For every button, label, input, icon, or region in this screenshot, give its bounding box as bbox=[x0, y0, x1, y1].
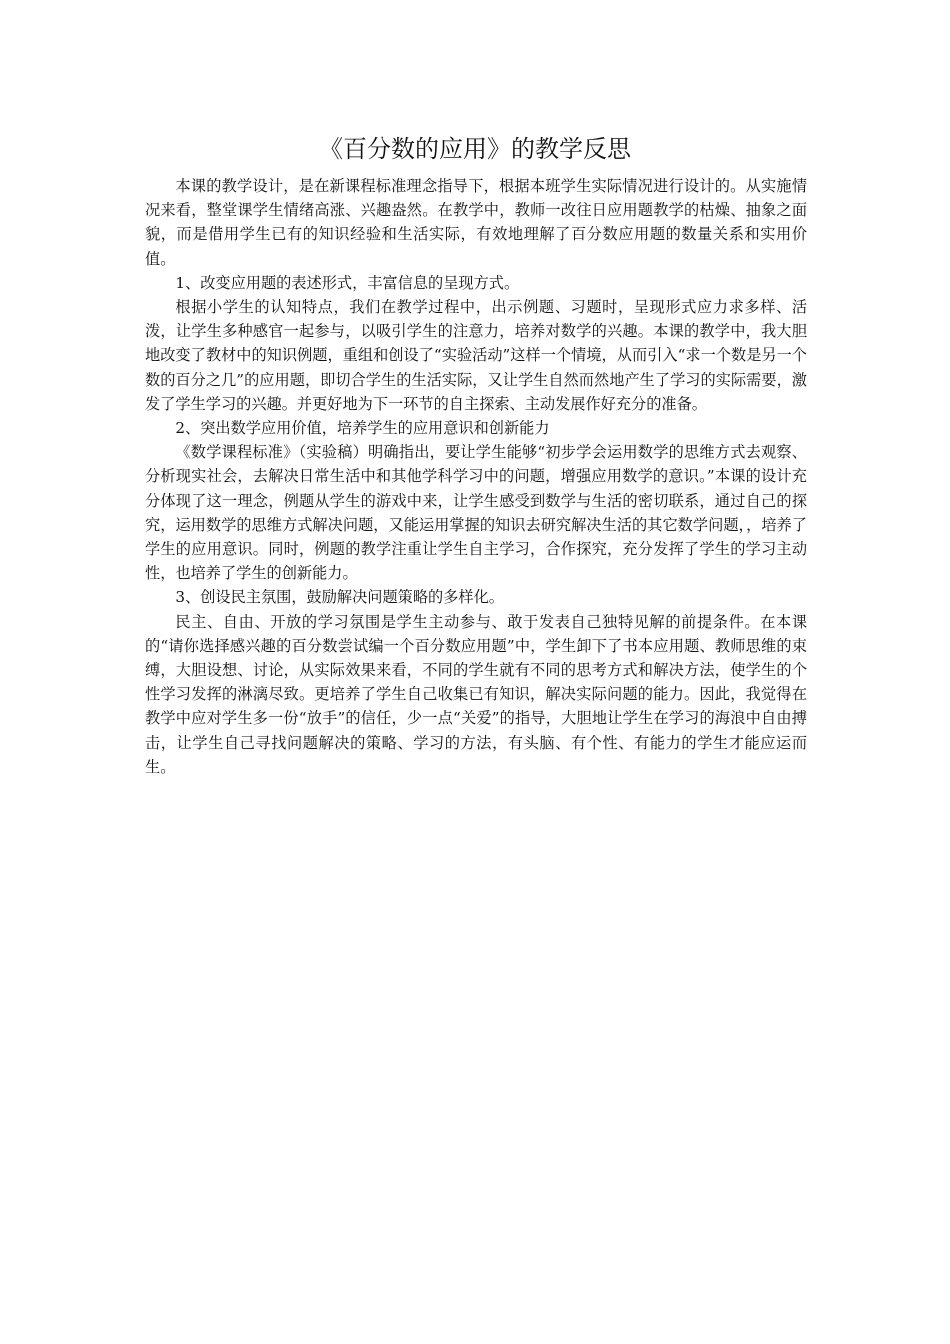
document-body bbox=[145, 174, 807, 779]
intro-paragraph: 本课的教学设计，是在新课程标准理念指导下，根据本班学生实际情况进行设计的。从实施情况来看，整堂课学生情绪高涨、兴趣盎然。在教学中，教师一改往日应用题教学的枯燥、抽象之面貌，而是借用学生已有的知识经验和生活实际，有效地理解了百分数应用题的数量关系和实用价值。 bbox=[145, 177, 807, 268]
section-heading-3: 3、创设民主氛围，鼓励解决问题策略的多样化。 bbox=[175, 588, 504, 607]
section-heading-1: 1、改变应用题的表述形式，丰富信息的呈现方式。 bbox=[175, 273, 520, 292]
section-heading-2: 2、突出数学应用价值，培养学生的应用意识和创新能力 bbox=[175, 419, 550, 438]
section-paragraph-1: 根据小学生的认知特点，我们在教学过程中，出示例题、习题时，呈现形式应力求多样、活泼，让学生多种感官一起参与，以吸引学生的注意力，培养对数学的兴趣。本课的教学中，我大胆地改变了教材中的知识例题，重组和创设了“实验活动”这样一个情境，从而引入“求一个数是另一个数的百分之几”的应用题，即切合学生的生活实际，又让学生自然而然地产生了学习的实际需要，激发了学生学习的兴趣。并更好地为下一环节的自主探索、主动发展作好充分的准备。 bbox=[145, 298, 807, 413]
document-title: 《百分数的应用》的教学反思 bbox=[319, 135, 631, 163]
section-paragraph-2: 《数学课程标准》（实验稿）明确指出，要让学生能够“初步学会运用数学的思维方式去观察、分析现实社会，去解决日常生活中和其他学科学习中的问题，增强应用数学的意识。”本课的设计充分体现了这一理念，例题从学生的游戏中来，让学生感受到数学与生活的密切联系，通过自己的探究，运用数学的思维方式解决问题，又能运用掌握的知识去研究解决生活的其它数学问题，，培养了学生的应用意识。同时，例题的教学注重让学生自主学习，合作探究，充分发挥了学生的学习主动性，也培养了学生的创新能力。 bbox=[145, 443, 807, 583]
section-paragraph-3: 民主、自由、开放的学习氛围是学生主动参与、敢于发表自己独特见解的前提条件。在本课的“请你选择感兴趣的百分数尝试编一个百分数应用题”中，学生卸下了书本应用题、教师思维的束缚，大胆设想、讨论，从实际效果来看，不同的学生就有不同的思考方式和解决方法，使学生的个性学习发挥的淋漓尽致。更培养了学生自己收集已有知识，解决实际问题的能力。因此，我觉得在教学中应对学生多一份“放手”的信任，少一点“关爱”的指导，大胆地让学生在学习的海浪中自由搏击，让学生自己寻找问题解决的策略、学习的方法，有头脑、有个性、有能力的学生才能应运而生。 bbox=[145, 612, 807, 776]
